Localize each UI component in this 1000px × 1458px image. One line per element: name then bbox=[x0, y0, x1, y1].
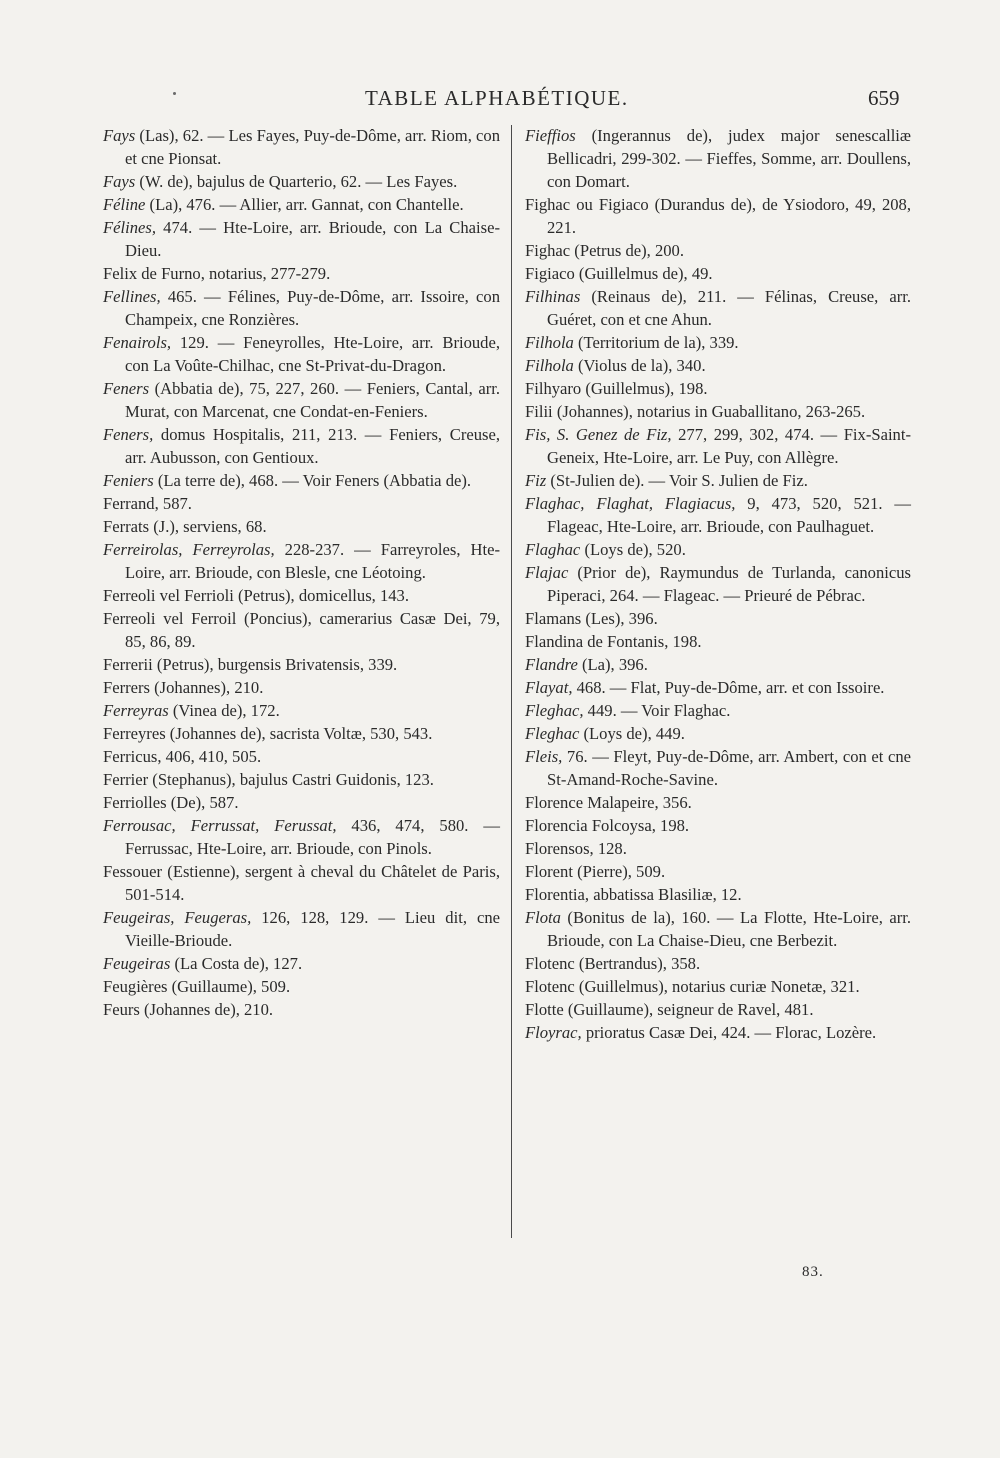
index-entry bbox=[525, 377, 911, 400]
running-title: TABLE ALPHABÉTIQUE. bbox=[365, 86, 629, 110]
entry-headword: Fellines, bbox=[103, 287, 161, 306]
entry-headword: Flota bbox=[525, 908, 561, 927]
entry-headword: Fis, S. Genez de Fiz, bbox=[525, 425, 672, 444]
index-entry bbox=[525, 400, 911, 423]
index-entry bbox=[525, 722, 911, 745]
index-entry bbox=[103, 745, 500, 768]
index-entry bbox=[525, 285, 911, 331]
index-entry bbox=[103, 722, 500, 745]
index-entry bbox=[103, 170, 500, 193]
index-entry bbox=[525, 423, 911, 469]
index-entry bbox=[103, 699, 500, 722]
index-entry bbox=[103, 469, 500, 492]
entry-headword: Feniers bbox=[103, 471, 154, 490]
ink-dot bbox=[173, 92, 176, 95]
index-entry bbox=[103, 584, 500, 607]
entry-text: Ferreoli vel Ferrioli (Petrus), domicellus, 143. bbox=[103, 586, 410, 605]
index-entry bbox=[525, 906, 911, 952]
index-entry bbox=[103, 515, 500, 538]
entry-text: Florent (Pierre), 509. bbox=[525, 862, 666, 881]
entry-headword: Filhinas bbox=[525, 287, 581, 306]
index-entry bbox=[525, 814, 911, 837]
entry-text: Fighac (Petrus de), 200. bbox=[525, 241, 684, 260]
index-entry bbox=[103, 607, 500, 653]
entry-headword: Féline bbox=[103, 195, 146, 214]
entry-text: Feurs (Johannes de), 210. bbox=[103, 1000, 274, 1019]
entry-headword: Fleis, bbox=[525, 747, 563, 766]
entry-text: Flandina de Fontanis, 198. bbox=[525, 632, 702, 651]
entry-headword: Ferreirolas, Ferreyrolas, bbox=[103, 540, 275, 559]
entry-text: Florentia, abbatissa Blasiliæ, 12. bbox=[525, 885, 742, 904]
index-entry bbox=[525, 492, 911, 538]
entry-text: (La), 476. — Allier, arr. Gannat, con Chantelle. bbox=[145, 195, 464, 214]
entry-headword: Feners bbox=[103, 379, 150, 398]
entry-headword: Filhola bbox=[525, 356, 574, 375]
index-entry bbox=[525, 998, 911, 1021]
index-entry bbox=[525, 124, 911, 193]
entry-text: Florence Malapeire, 356. bbox=[525, 793, 692, 812]
entry-headword: Flandre bbox=[525, 655, 578, 674]
index-entry bbox=[103, 998, 500, 1021]
index-entry bbox=[525, 469, 911, 492]
entry-text: Ferrers (Johannes), 210. bbox=[103, 678, 264, 697]
entry-text: Ferreyres (Johannes de), sacrista Voltæ, 530, 543. bbox=[103, 724, 433, 743]
entry-text: Fighac ou Figiaco (Durandus de), de Ysiodoro, 49, 208, 221. bbox=[525, 195, 911, 237]
right-column bbox=[525, 124, 911, 1044]
left-column bbox=[103, 124, 500, 1021]
entry-headword: Ferreyras bbox=[103, 701, 169, 720]
index-entry bbox=[103, 768, 500, 791]
index-entry bbox=[525, 239, 911, 262]
entry-text: Ferriolles (De), 587. bbox=[103, 793, 239, 812]
entry-text: (La), 396. bbox=[577, 655, 648, 674]
entry-headword: Filhola bbox=[525, 333, 574, 352]
entry-headword: Floyrac, bbox=[525, 1023, 582, 1042]
index-entry bbox=[103, 906, 500, 952]
index-entry bbox=[525, 331, 911, 354]
entry-text: (Bonitus de la), 160. — La Flotte, Hte-Loire, arr. Brioude, con La Chaise-Dieu, cne Berbezit. bbox=[547, 908, 911, 950]
entry-text: Ferrand, 587. bbox=[103, 494, 192, 513]
entry-text: 9, 473, 520, 521. — Flageac, Hte-Loire, arr. Brioude, con Paulhaguet. bbox=[547, 494, 911, 536]
index-entry bbox=[525, 952, 911, 975]
entry-headword: Flayat, bbox=[525, 678, 573, 697]
entry-text: Ferrier (Stephanus), bajulus Castri Guidonis, 123. bbox=[103, 770, 434, 789]
index-entry bbox=[525, 653, 911, 676]
entry-text: Flotenc (Bertrandus), 358. bbox=[525, 954, 701, 973]
page-number: 659 bbox=[868, 86, 900, 110]
index-entry bbox=[103, 860, 500, 906]
column-divider bbox=[511, 125, 512, 1238]
entry-headword: Feugeiras bbox=[103, 954, 171, 973]
entry-headword: Fays bbox=[103, 126, 136, 145]
entry-text: Ferrerii (Petrus), burgensis Brivatensis, 339. bbox=[103, 655, 398, 674]
index-entry bbox=[525, 630, 911, 653]
index-entry bbox=[525, 791, 911, 814]
entry-text: Florensos, 128. bbox=[525, 839, 627, 858]
index-entry bbox=[525, 676, 911, 699]
entry-text: 449. — Voir Flaghac. bbox=[583, 701, 731, 720]
entry-text: 465. — Félines, Puy-de-Dôme, arr. Issoire, con Champeix, cne Ronzières. bbox=[125, 287, 500, 329]
index-entry bbox=[525, 354, 911, 377]
index-entry bbox=[103, 423, 500, 469]
entry-headword: Félines, bbox=[103, 218, 156, 237]
entry-text: 474. — Hte-Loire, arr. Brioude, con La Chaise-Dieu. bbox=[125, 218, 500, 260]
entry-text: (St-Julien de). — Voir S. Julien de Fiz. bbox=[546, 471, 808, 490]
entry-text: 468. — Flat, Puy-de-Dôme, arr. et con Issoire. bbox=[572, 678, 885, 697]
index-entry bbox=[525, 538, 911, 561]
index-entry bbox=[103, 653, 500, 676]
entry-headword: Fiz bbox=[525, 471, 547, 490]
index-entry bbox=[103, 676, 500, 699]
entry-text: Ferreoli vel Ferroil (Poncius), camerarius Casæ Dei, 79, 85, 86, 89. bbox=[103, 609, 500, 651]
entry-headword: Flajac bbox=[525, 563, 569, 582]
index-entry bbox=[525, 561, 911, 607]
index-entry bbox=[525, 975, 911, 998]
index-entry bbox=[103, 216, 500, 262]
entry-text: Figiaco (Guillelmus de), 49. bbox=[525, 264, 713, 283]
entry-text: (Loys de), 520. bbox=[580, 540, 686, 559]
entry-text: (Prior de), Raymundus de Turlanda, canonicus Piperaci, 264. — Flageac. — Prieuré de Pébrac. bbox=[547, 563, 911, 605]
index-entry bbox=[103, 791, 500, 814]
index-entry bbox=[103, 331, 500, 377]
entry-text: Flotte (Guillaume), seigneur de Ravel, 481. bbox=[525, 1000, 814, 1019]
entry-headword: Feugeiras, Feugeras, bbox=[103, 908, 252, 927]
index-entry bbox=[103, 193, 500, 216]
index-entry bbox=[525, 699, 911, 722]
index-entry bbox=[525, 860, 911, 883]
entry-text: Ferricus, 406, 410, 505. bbox=[103, 747, 262, 766]
entry-text: (W. de), bajulus de Quarterio, 62. — Les Fayes. bbox=[135, 172, 458, 191]
entry-text: 277, 299, 302, 474. — Fix-Saint-Geneix, Hte-Loire, arr. Le Puy, con Allègre. bbox=[547, 425, 911, 467]
entry-text: (Abbatia de), 75, 227, 260. — Feniers, Cantal, arr. Murat, con Marcenat, cne Condat-en-Feniers. bbox=[125, 379, 500, 421]
entry-text: (Vinea de), 172. bbox=[168, 701, 280, 720]
entry-text: Ferrats (J.), serviens, 68. bbox=[103, 517, 267, 536]
entry-headword: Ferrousac, Ferrussat, Ferussat, bbox=[103, 816, 337, 835]
index-entry bbox=[103, 952, 500, 975]
entry-text: Filii (Johannes), notarius in Guaballitano, 263-265. bbox=[525, 402, 866, 421]
index-entry bbox=[103, 285, 500, 331]
entry-text: (La terre de), 468. — Voir Feners (Abbatia de). bbox=[153, 471, 472, 490]
entry-text: (Territorium de la), 339. bbox=[573, 333, 739, 352]
entry-headword: Flaghac, Flaghat, Flagiacus, bbox=[525, 494, 736, 513]
entry-text: Felix de Furno, notarius, 277-279. bbox=[103, 264, 331, 283]
index-entry bbox=[103, 377, 500, 423]
entry-text: domus Hospitalis, 211, 213. — Feniers, Creuse, arr. Aubusson, con Gentioux. bbox=[125, 425, 500, 467]
entry-text: 436, 474, 580. — Ferrussac, Hte-Loire, arr. Brioude, con Pinols. bbox=[125, 816, 500, 858]
entry-headword: Fays bbox=[103, 172, 136, 191]
entry-headword: Fleghac bbox=[525, 724, 580, 743]
entry-text: (Loys de), 449. bbox=[579, 724, 685, 743]
index-entry bbox=[525, 837, 911, 860]
index-entry bbox=[103, 492, 500, 515]
entry-text: (Violus de la), 340. bbox=[573, 356, 706, 375]
entry-text: Flamans (Les), 396. bbox=[525, 609, 658, 628]
entry-text: 228-237. — Farreyroles, Hte-Loire, arr. Brioude, con Blesle, cne Léotoing. bbox=[125, 540, 500, 582]
index-entry bbox=[103, 262, 500, 285]
entry-headword: Fenairols, bbox=[103, 333, 172, 352]
index-entry bbox=[525, 262, 911, 285]
entry-text: Feugières (Guillaume), 509. bbox=[103, 977, 291, 996]
entry-text: 126, 128, 129. — Lieu dit, cne Vieille-Brioude. bbox=[125, 908, 500, 950]
entry-headword: Fleghac, bbox=[525, 701, 584, 720]
entry-text: prioratus Casæ Dei, 424. — Florac, Lozère. bbox=[581, 1023, 877, 1042]
index-entry bbox=[103, 975, 500, 998]
index-entry bbox=[525, 607, 911, 630]
index-entry bbox=[103, 538, 500, 584]
entry-text: (Las), 62. — Les Fayes, Puy-de-Dôme, arr. Riom, con et cne Pionsat. bbox=[125, 126, 500, 168]
entry-text: Fessouer (Estienne), sergent à cheval du Châtelet de Paris, 501-514. bbox=[103, 862, 500, 904]
entry-headword: Fieffios bbox=[525, 126, 576, 145]
index-entry bbox=[525, 193, 911, 239]
entry-headword: Flaghac bbox=[525, 540, 581, 559]
entry-text: Flotenc (Guillelmus), notarius curiæ Nonetæ, 321. bbox=[525, 977, 860, 996]
entry-text: (Ingerannus de), judex major senescalliæ Bellicadri, 299-302. — Fieffes, Somme, arr. Doullens, con Domart. bbox=[547, 126, 911, 191]
entry-text: Filhyaro (Guillelmus), 198. bbox=[525, 379, 708, 398]
entry-text: (La Costa de), 127. bbox=[170, 954, 303, 973]
index-entry bbox=[525, 1021, 911, 1044]
index-entry bbox=[103, 124, 500, 170]
index-entry bbox=[525, 745, 911, 791]
index-entry bbox=[103, 814, 500, 860]
signature-mark: 83. bbox=[802, 1264, 824, 1280]
entry-text: Florencia Folcoysa, 198. bbox=[525, 816, 690, 835]
entry-text: 76. — Fleyt, Puy-de-Dôme, arr. Ambert, con et cne St-Amand-Roche-Savine. bbox=[547, 747, 911, 789]
entry-text: 129. — Feneyrolles, Hte-Loire, arr. Brioude, con La Voûte-Chilhac, cne St-Privat-du-Dragon. bbox=[125, 333, 500, 375]
entry-headword: Feners, bbox=[103, 425, 154, 444]
index-entry bbox=[525, 883, 911, 906]
entry-text: (Reinaus de), 211. — Félinas, Creuse, arr. Guéret, con et cne Ahun. bbox=[547, 287, 911, 329]
